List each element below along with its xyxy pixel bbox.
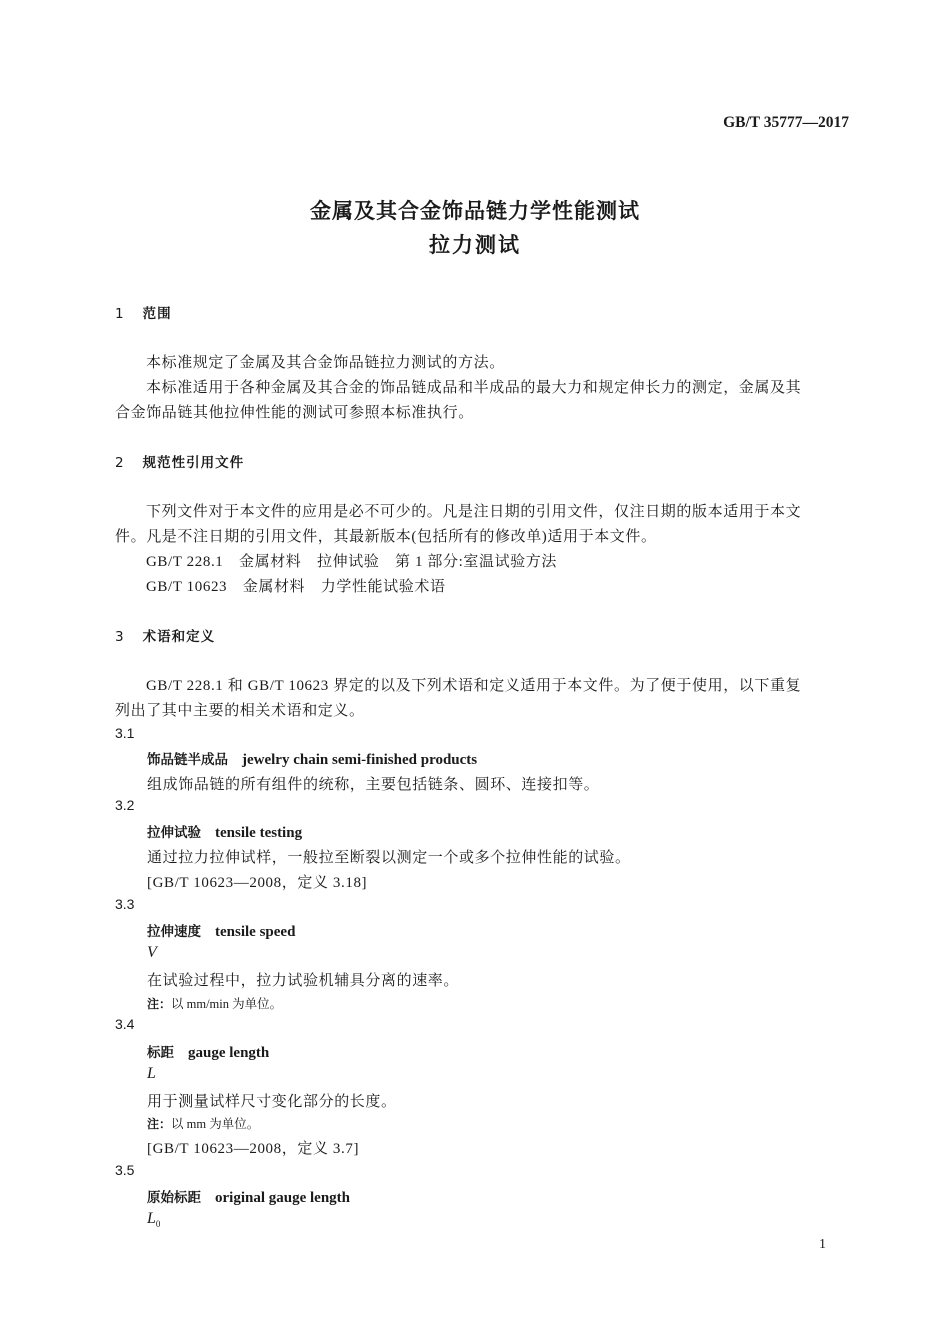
reference-item: GB/T 228.1 金属材料 拉伸试验 第 1 部分:室温试验方法 (146, 554, 557, 570)
section-number: 2 (115, 455, 125, 471)
term-zh: 原始标距 (147, 1190, 201, 1206)
section-number: 3 (115, 629, 125, 645)
paragraph: 件。凡是不注日期的引用文件，其最新版本(包括所有的修改单)适用于本文件。 (115, 529, 657, 545)
term-title (147, 1186, 350, 1207)
note-label: 注： (147, 1117, 172, 1131)
paragraph: GB/T 228.1 和 GB/T 10623 界定的以及下列术语和定义适用于本文件。为了便于使用，以下重复 (146, 678, 802, 694)
section-3-heading (115, 625, 215, 645)
term-number: 3.2 (115, 797, 135, 813)
term-note (147, 1114, 259, 1132)
section-title: 术语和定义 (142, 629, 216, 645)
standard-code: GB/T 35777—2017 (723, 114, 849, 131)
paragraph: 列出了其中主要的相关术语和定义。 (115, 703, 365, 719)
note-label: 注： (147, 997, 172, 1011)
paragraph: 本标准规定了金属及其合金饰品链拉力测试的方法。 (146, 355, 505, 371)
term-title (147, 821, 302, 842)
term-en: original gauge length (215, 1190, 351, 1206)
term-definition: 在试验过程中，拉力试验机辅具分离的速率。 (147, 973, 460, 989)
symbol-letter: L (147, 1210, 156, 1227)
term-symbol: L (147, 1065, 156, 1082)
term-number: 3.5 (115, 1162, 135, 1178)
note-text: 以 mm 为单位。 (171, 1117, 260, 1131)
term-en: tensile speed (215, 924, 296, 940)
term-en: tensile testing (215, 825, 303, 841)
document-title: 金属及其合金饰品链力学性能测试 (310, 199, 640, 223)
term-zh: 饰品链半成品 (147, 752, 228, 768)
term-zh: 拉伸试验 (147, 825, 201, 841)
symbol-subscript: 0 (155, 1219, 161, 1230)
paragraph: 合金饰品链其他拉伸性能的测试可参照本标准执行。 (115, 405, 474, 421)
term-zh: 拉伸速度 (147, 924, 201, 940)
term-number: 3.4 (115, 1016, 135, 1032)
term-definition: 用于测量试样尺寸变化部分的长度。 (147, 1094, 397, 1110)
term-definition: 组成饰品链的所有组件的统称，主要包括链条、圆环、连接扣等。 (147, 777, 600, 793)
document-subtitle: 拉力测试 (429, 233, 521, 257)
term-definition: 通过拉力拉伸试样，一般拉至断裂以测定一个或多个拉伸性能的试验。 (147, 850, 631, 866)
term-symbol (147, 1210, 160, 1229)
section-1-heading (115, 302, 172, 322)
term-number: 3.1 (115, 725, 135, 741)
paragraph: 本标准适用于各种金属及其合金的饰品链成品和半成品的最大力和规定伸长力的测定，金属及其 (146, 380, 802, 396)
term-title (147, 920, 295, 941)
section-title: 规范性引用文件 (142, 455, 245, 471)
reference-item: GB/T 10623 金属材料 力学性能试验术语 (146, 579, 446, 595)
section-title: 范围 (142, 306, 172, 322)
term-symbol: V (147, 944, 157, 961)
page-number: 1 (819, 1237, 826, 1252)
term-zh: 标距 (147, 1045, 174, 1061)
section-2-heading (115, 451, 244, 471)
term-en: jewelry chain semi-finished products (242, 752, 478, 768)
term-source: [GB/T 10623—2008，定义 3.18] (147, 875, 368, 891)
paragraph: 下列文件对于本文件的应用是必不可少的。凡是注日期的引用文件，仅注日期的版本适用于本文 (146, 504, 802, 520)
term-title (147, 748, 477, 769)
term-source: [GB/T 10623—2008，定义 3.7] (147, 1141, 360, 1157)
term-note (147, 994, 282, 1012)
term-title (147, 1041, 269, 1062)
note-text: 以 mm/min 为单位。 (171, 997, 283, 1011)
term-en: gauge length (188, 1045, 270, 1061)
section-number: 1 (115, 306, 125, 322)
term-number: 3.3 (115, 896, 135, 912)
